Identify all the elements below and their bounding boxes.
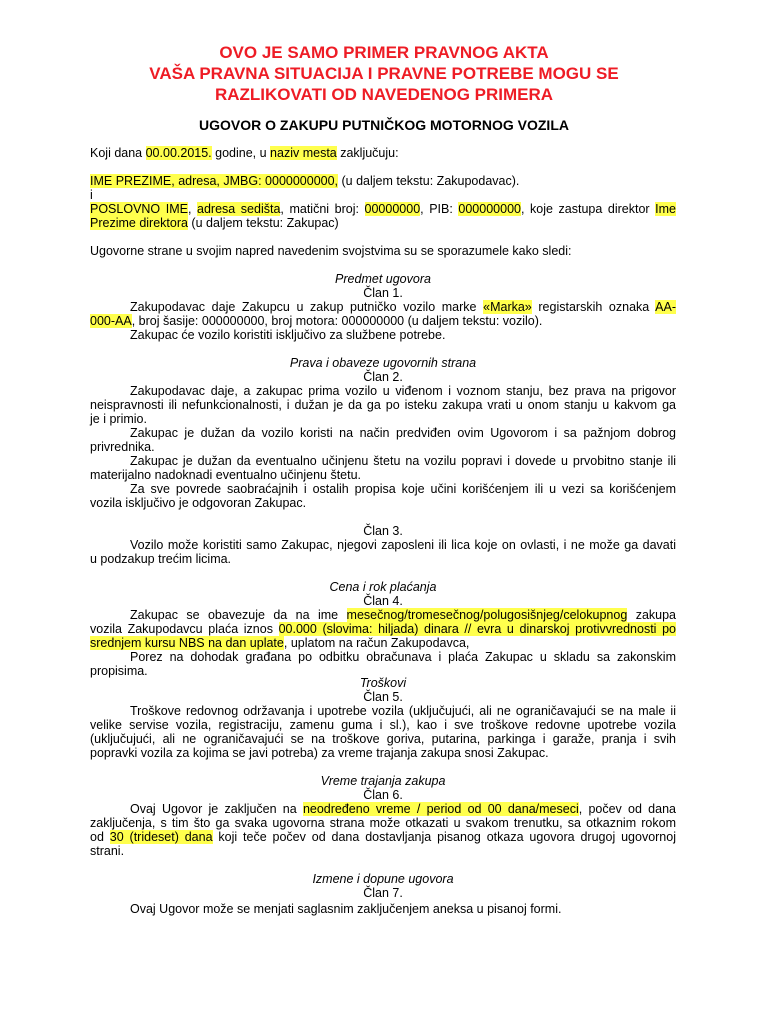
intro-text: zaključuju: (336, 146, 399, 160)
director-name-field-cont: Prezime direktora (90, 216, 188, 230)
article-6-line-1 (90, 802, 676, 817)
registration-number-field: 00000000 (364, 202, 421, 216)
article-text: zakupa (627, 608, 677, 622)
duration-field: neodređeno vreme / period od 00 dana/meseci (302, 802, 579, 816)
article-1-line-1 (90, 300, 676, 315)
business-name-field: POSLOVNO IME (90, 202, 188, 216)
article-text: Vozilo može koristiti samo Zakupac, njegovi zaposleni ili lica koje on ovlasti, i ne može ga davati (130, 538, 676, 552)
article-3-line (90, 538, 676, 553)
article-text: Zakupac se obavezuje da na ime (130, 608, 347, 622)
article-5-line: (uključujući, ali ne ograničavajući se na troškove goriva, putarina, parkinga i garaže, pranja i svih (90, 732, 676, 746)
article-2-line (90, 426, 676, 441)
amount-field-cont: srednjem kursu NBS na dan uplate (90, 636, 284, 650)
article-text: Zakupac je dužan da vozilo koristi na način predviđen ovim Ugovorom i sa pažnjom dobrog (130, 426, 676, 440)
section-5-heading: Troškovi (359, 676, 407, 690)
section-1-heading: Predmet ugovora (335, 272, 431, 286)
director-label: , koje zastupa direktor (520, 202, 656, 216)
article-7-line-1: Ovaj Ugovor može se menjati saglasnim zaključenjem aneksa u pisanoj formi. (130, 902, 562, 916)
article-text: , broj šasije: 000000000, broj motora: 000000000 (u daljem tekstu: vozilo). (131, 314, 543, 328)
section-4-heading: Cena i rok plaćanja (329, 580, 437, 594)
article-2-line: je i primio. (90, 412, 147, 426)
article-6-line-2: zaključenja, s tim što ga svaka ugovorna strana može otkazati u svakom trenutku, sa otkaznim rokom (90, 816, 676, 830)
article-2-line: neispravnosti ili nefunkcionalnosti, i dužan je da ga po isteku zakupa vrati u onom stanju u kakvom ga (90, 398, 676, 412)
intro-text: Koji dana (90, 146, 146, 160)
party-2-role: (u daljem tekstu: Zakupac) (187, 216, 339, 230)
notice-period-field: 30 (trideset) dana (109, 830, 213, 844)
section-6-heading: Vreme trajanja zakupa (320, 774, 446, 788)
agreement-statement: Ugovorne strane u svojim napred navedenim svojstvima su se sporazumele kako sledi: (90, 244, 572, 258)
article-2-line: materijalno nadoknadi eventualno učinjenu štetu. (90, 468, 362, 482)
document-title: UGOVOR O ZAKUPU PUTNIČKOG MOTORNOG VOZILA (199, 117, 569, 133)
article-4-line-1 (90, 608, 676, 623)
amount-field: 00.000 (slovima: hiljada) dinara // evra u dinarskoj protivvrednosti po (278, 622, 676, 636)
article-2-line (90, 384, 676, 399)
article-text: koji teče počev od dana dostavljanja pisanog otkaza ugovora drugoj ugovornoj (212, 830, 676, 844)
section-2-heading: Prava i obaveze ugovornih strana (289, 356, 477, 370)
article-text: Za sve povrede saobraćajnih i ostalih propisa koje učini korišćenjem ili u vezi sa korišćenjem (130, 482, 676, 496)
place-field: naziv mesta (270, 146, 337, 160)
article-4-line-2 (90, 622, 676, 637)
article-5-line (90, 704, 676, 719)
article-text: od (90, 830, 110, 844)
article-text: Troškove redovnog održavanja i upotrebe vozila (uključujući, ali ne ograničavajući se na male ii (130, 704, 676, 718)
director-name-field: Ime (655, 202, 676, 216)
article-text: Zakupac je dužan da eventualno učinjenu štetu na vozilu popravi i dovede u prvobitno stanje ili (130, 454, 676, 468)
warning-line-1: OVO JE SAMO PRIMER PRAVNOG AKTA (219, 43, 549, 62)
article-4-line-4 (90, 650, 676, 665)
article-1-line-3: Zakupac će vozilo koristiti isključivo za službene potrebe. (130, 328, 446, 342)
article-2-line: privrednika. (90, 440, 155, 454)
party-1-details: IME PREZIME, adresa, JMBG: 0000000000, (90, 174, 339, 188)
article-6-line-4: strani. (90, 844, 125, 858)
date-field: 00.00.2015. (145, 146, 212, 160)
article-text: , uplatom na račun Zakupodavca, (283, 636, 470, 650)
article-text: , počev od dana (578, 802, 676, 816)
article-1-line-2 (90, 314, 542, 329)
seat-address-field: adresa sedišta (197, 202, 281, 216)
article-text: Ovaj Ugovor je zaključen na (130, 802, 303, 816)
warning-line-2: VAŠA PRAVNA SITUACIJA I PRAVNE POTREBE MOGU SE (149, 64, 619, 83)
article-5-line: velike servise vozila, registraciju, zamenu guma i sl.), kao i sve troškove redovne upotrebe vozila (90, 718, 676, 732)
registration-number-label: , matični broj: (280, 202, 365, 216)
article-text: vozila Zakupodavcu plaća iznos (90, 622, 279, 636)
article-7-number: Član 7. (363, 886, 403, 900)
article-1-number: Član 1. (363, 286, 403, 300)
article-text: Zakupodavac daje, a zakupac prima vozilo u viđenom i voznom stanju, bez prava na prigovor (130, 384, 676, 398)
article-6-line-3 (90, 830, 676, 845)
article-6-number: Član 6. (363, 788, 403, 802)
article-2-number: Član 2. (363, 370, 403, 384)
tax-id-label: , PIB: (420, 202, 459, 216)
separator: , (187, 202, 198, 216)
warning-line-3: RAZLIKOVATI OD NAVEDENOG PRIMERA (214, 85, 554, 104)
article-text: Zakupodavac daje Zakupcu u zakup putničko vozilo marke (130, 300, 484, 314)
article-2-line (90, 454, 676, 469)
article-3-number: Član 3. (363, 524, 403, 538)
party-2-line-1 (90, 202, 676, 217)
intro-line (90, 146, 399, 161)
article-5-number: Član 5. (363, 690, 403, 704)
article-3-line: u podzakup trećim licima. (90, 552, 232, 566)
article-5-line: popravki vozila za kojima se javi potreba) za vreme trajanja zakupa snosi Zakupac. (90, 746, 549, 760)
registration-plate-field-cont: 000-AA (90, 314, 132, 328)
party-2-line-2 (90, 216, 339, 231)
payment-period-field: mesečnog/tromesečnog/polugosišnjeg/celokupnog (346, 608, 628, 622)
registration-plate-field: AA- (655, 300, 676, 314)
article-2-line: vozila isključivo je odgovoran Zakupac. (90, 496, 307, 510)
article-4-number: Član 4. (363, 594, 403, 608)
intro-text: godine, u (211, 146, 271, 160)
article-text: Porez na dohodak građana po odbitku obračunava i plaća Zakupac u skladu sa zakonskim (130, 650, 676, 664)
section-7-heading: Izmene i dopune ugovora (312, 872, 454, 886)
party-1-role: (u daljem tekstu: Zakupodavac). (338, 174, 520, 188)
article-4-line-5: propisima. (90, 664, 148, 678)
vehicle-make-field: «Marka» (483, 300, 532, 314)
conjunction-i: i (90, 188, 93, 202)
article-2-line (90, 482, 676, 497)
party-1-line (90, 174, 519, 189)
article-text: registarskih oznaka (531, 300, 656, 314)
article-4-line-3 (90, 636, 469, 651)
tax-id-field: 000000000 (458, 202, 521, 216)
